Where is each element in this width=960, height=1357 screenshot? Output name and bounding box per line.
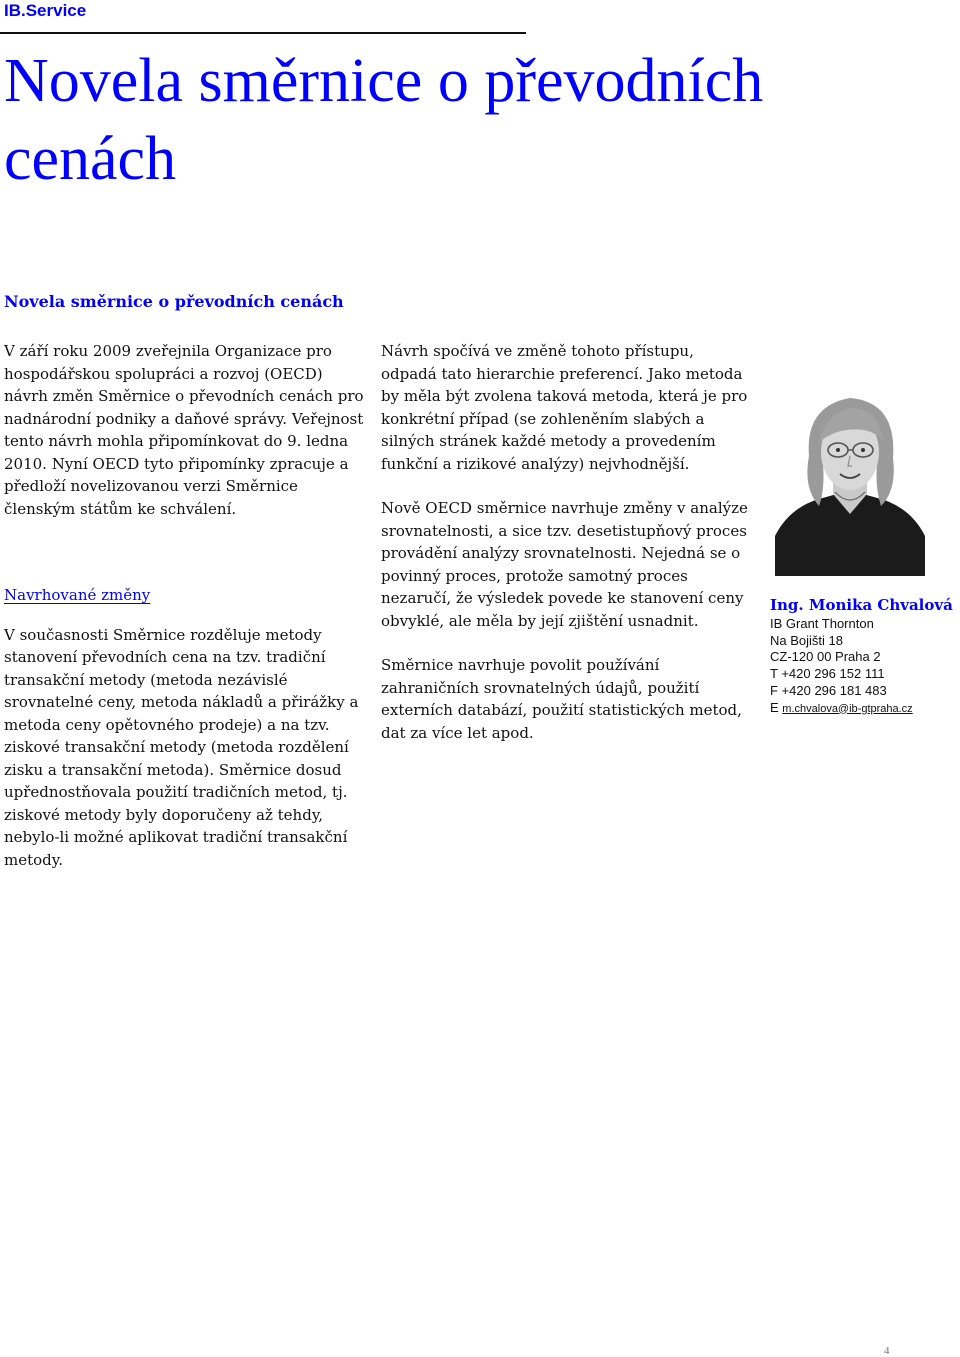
intro-paragraph: V září roku 2009 zveřejnila Organizace pro hospodářskou spolupráci a rozvoj (OECD) návrh změn Směrnice o převodních cenách pro nadnárodní podniky a daňové správy. Veřejnost tento návrh mohla připomínkovat do 9. ledna 2010. Nyní OECD tyto připomínky zpracuje a předloží novelizovanou verzi Směrnice členským státům ke schválení. [4,342,364,518]
contact-email-row [770,700,960,718]
contact-name: Ing. Monika Chvalová [770,596,953,614]
foreign-data-paragraph: Směrnice navrhuje povolit používání zahraničních srovnatelných údajů, použití externích databází, použití statistických metod, dat za více let apod. [381,656,742,742]
comparability-paragraph: Nově OECD směrnice navrhuje změny v analýze srovnatelnosti, a sice tzv. desetistupňový proces provádění analýzy srovnatelnosti. Nejedná se o povinný proces, protože samotný proces nezaručí, že výsledek povede ke stanovení ceny obvyklé, ale měla by její zjištění usnadnit. [381,499,748,630]
contact-email-link[interactable]: m.chvalova@ib-gtpraha.cz [782,702,913,715]
proposed-changes-subheading: Navrhované změny [4,586,151,604]
header-rule [0,32,526,34]
contact-phone: T +420 296 152 111 [770,666,885,682]
contact-card [770,594,960,717]
contact-company: IB Grant Thornton [770,616,874,631]
proposal-paragraph: Návrh spočívá ve změně tohoto přístupu, odpadá tato hierarchie preferencí. Jako metoda by měla být zvolena taková metoda, která je pro konkrétní případ (se zohleněním slabých a silných stránek každé metody a provedením funkční a rizikové analýzy) nejvhodnější. [381,342,748,473]
contact-city: CZ-120 00 Praha 2 [770,649,881,665]
section-heading: Novela směrnice o převodních cenách [4,292,344,311]
methods-paragraph: V současnosti Směrnice rozděluje metody stanovení převodních cena na tzv. tradiční transakční metody (metoda nezávislé srovnatelné ceny, metoda nákladů a přirážky a metoda ceny opětovného prodeje) a na tzv. ziskové transakční metody (metoda rozdělení zisku a transakční metoda). Směrnice dosud upřednostňovala použití tradičních metod, tj. ziskové metody byly doporučeny až tehdy, nebylo-li možné aplikovat tradiční transakční metody. [4,625,359,869]
page-title: Novela směrnice o převodních cenách [4,47,764,193]
contact-street: Na Bojišti 18 [770,632,843,648]
middle-column [381,340,753,744]
author-photo [775,386,925,576]
contact-email-prefix: E [770,699,779,715]
contact-fax: F +420 296 181 483 [770,682,887,698]
left-column [4,340,370,871]
page-number: 4 [884,1345,890,1357]
brand-label: IB.Service [4,1,87,20]
author-portrait-image [775,386,925,576]
